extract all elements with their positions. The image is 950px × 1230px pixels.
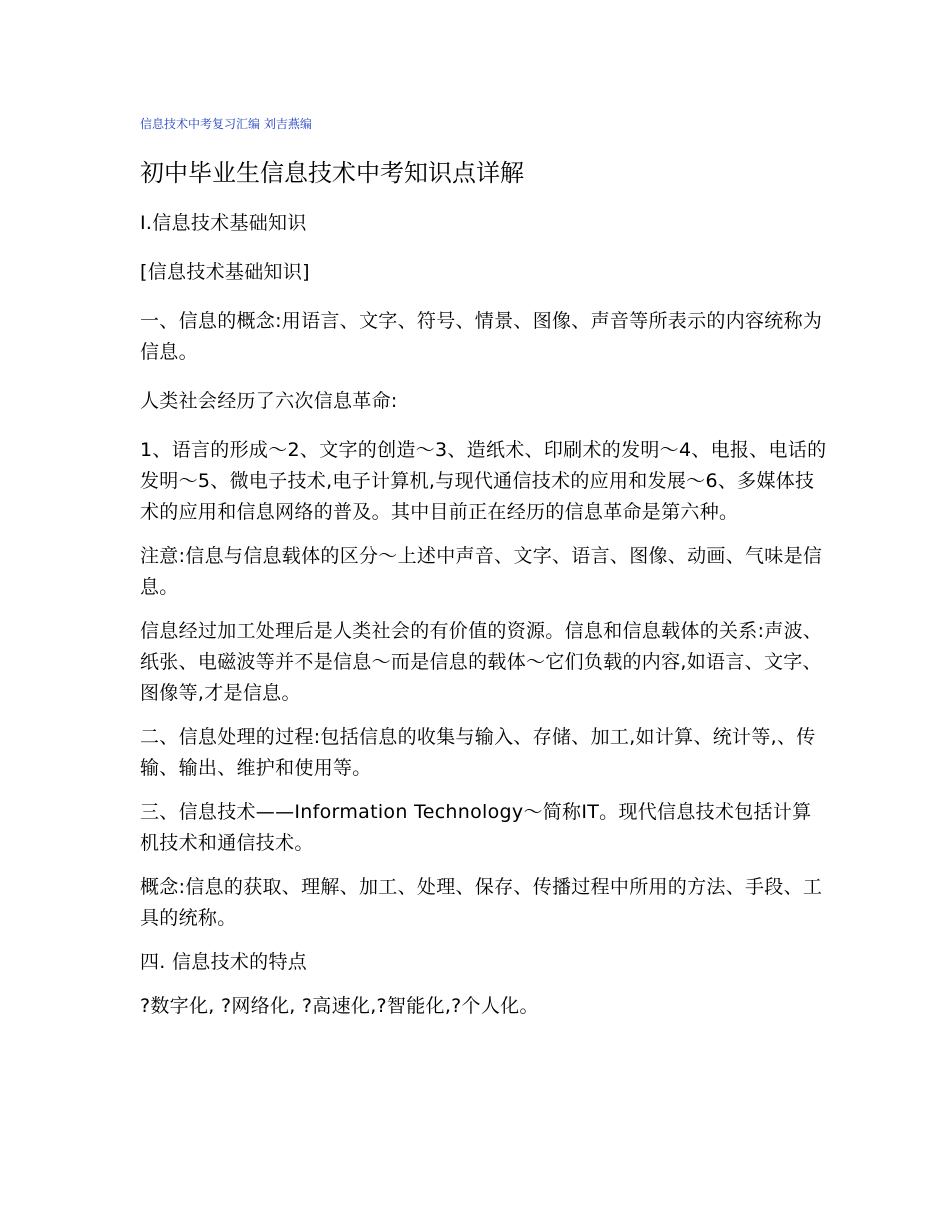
document-title: 初中毕业生信息技术中考知识点详解 [140,159,524,187]
paragraph-info-carrier-relation: 信息经过加工处理后是人类社会的有价值的资源。信息和信息载体的关系:声波、纸张、电磁波等并不是信息～而是信息的载体～它们负载的内容,如语言、文字、图像等,才是信息。 [140,620,823,704]
document-page [140,114,830,1022]
paragraph-info-processing: 二、信息处理的过程:包括信息的收集与输入、存储、加工,如计算、统计等,、传输、输出、维护和使用等。 [140,726,816,779]
paragraph-revolutions-list: 1、语言的形成～2、文字的创造～3、造纸术、印刷术的发明～4、电报、电话的发明～5、微电子技术,电子计算机,与现代通信技术的应用和发展～6、多媒体技术的应用和信息网络的普及。其中目前正在经历的信息革命是第六种。 [140,439,827,523]
running-header: 信息技术中考复习汇编 刘吉燕编 [140,117,312,131]
paragraph-note-carrier: 注意:信息与信息载体的区分～上述中声音、文字、语言、图像、动画、气味是信息。 [140,545,823,598]
section-heading-features: 四. 信息技术的特点 [140,951,308,973]
paragraph-revolutions-intro: 人类社会经历了六次信息革命: [140,390,398,412]
paragraph-it-concept: 概念:信息的获取、理解、加工、处理、保存、传播过程中所用的方法、手段、工具的统称。 [140,876,823,929]
paragraph-features-list: ?数字化, ?网络化, ?高速化,?智能化,?个人化。 [140,995,539,1017]
section-heading-basics: I.信息技术基础知识 [140,212,307,234]
paragraph-info-technology: 三、信息技术——Information Technology～简称IT。现代信息技术包括计算机技术和通信技术。 [140,801,812,854]
subsection-heading-basics: [信息技术基础知识] [140,261,310,283]
paragraph-info-concept: 一、信息的概念:用语言、文字、符号、情景、图像、声音等所表示的内容统称为信息。 [140,310,823,363]
